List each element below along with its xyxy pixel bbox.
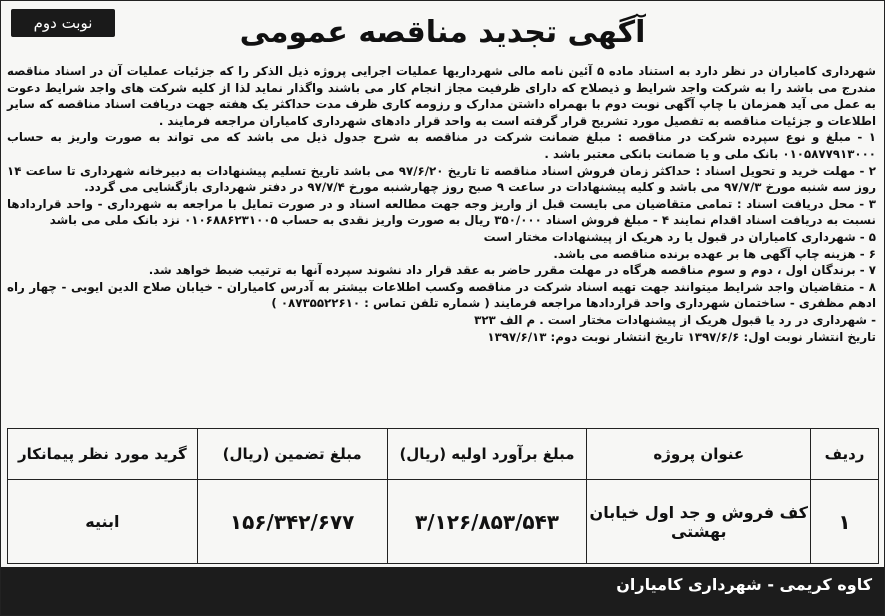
intro-paragraph: شهرداری کامیاران در نظر دارد به استناد ماده ۵ آئین نامه مالی شهرداریها عملیات اجرایی پروژه ذیل الذکر را که جزئیات عملیات آن در اسناد مناقصه مندرج می باشد را به شرکت واجد شرایط و ذیصلاح که دارای ظرفیت مجاز انجام کار می باشند واگذار نماید لذا از کلیه شرکت های واجد شرایط دعوت به عمل می آید همزمان با چاپ آگهی نوبت دوم با بهمراه داشتن مدارک و رزومه کاری ظرف مدت حداکثر یک هفته جهت دریافت اسناد مناقصه که سایر اطلاعات و جزئیات مناقصه به تفصیل مورد تشریح قرار گرفته است به واحد قرار دادهای شهرداری کامیاران مراجعه فرمایند . [7,64,876,128]
publication-dates: تاریخ انتشار نوبت اول: ۱۳۹۷/۶/۶ تاریخ انتشار نوبت دوم: ۱۳۹۷/۶/۱۳ [487,329,876,344]
condition-item: ۶ - هزینه چاپ آگهی ها بر عهده برنده مناقصه می باشد. [553,246,876,261]
cell-row-number: ۱ [811,480,879,564]
condition-item: ۲ - مهلت خرید و تحویل اسناد : حداکثر زمان فروش اسناد مناقصه تا تاریخ ۹۷/۶/۲۰ می باشد تاریخ تسلیم پیشنهادات به دبیرخانه شهرداری تا ساعت ۱۴ روز سه شنبه مورخ ۹۷/۷/۳ می باشد و کلیه پیشنهادات در ساعت ۹ صبح روز چهارشنبه مورخ ۹۷/۷/۴ در دفتر شهرداری بازگشایی می گردد. [7,163,876,195]
publication-round-badge: نوبت دوم [11,9,115,37]
column-header-project-title: عنوان پروژه [587,429,811,480]
column-header-estimate: مبلغ برآورد اولیه (ریال) [387,429,587,480]
cell-estimate: ۳/۱۲۶/۸۵۳/۵۴۳ [387,480,587,564]
condition-item: ۵ - شهرداری کامیاران در قبول یا رد هریک از پیشنهادات مختار است [483,229,876,244]
column-header-row-number: ردیف [811,429,879,480]
column-header-contractor-grade: گرید مورد نظر پیمانکار [8,429,198,480]
notice-title: آگهی تجدید مناقصه عمومی [239,15,646,50]
condition-item: - شهرداری در رد یا قبول هریک از پیشنهادات مختار است . م الف ۳۲۳ [474,312,876,327]
notice-body [7,63,876,345]
footer-signature: کاوه کریمی - شهرداری کامیاران [1,567,884,615]
condition-item: ۸ - متقاضیان واجد شرایط میتوانند جهت تهیه اسناد شرکت در مناقصه وکسب اطلاعات بیشتر به آدرس کامیاران - خیابان صلاح الدین ایوبی - چهار راه ادهم مظفری - ساختمان شهرداری واحد قراردادها مراجعه فرمایند ( شماره تلفن تماس : ۰۸۷۳۵۵۲۲۶۱۰ ) [7,279,876,311]
cell-guarantee: ۱۵۶/۳۴۲/۶۷۷ [197,480,387,564]
table-header-row [8,429,879,480]
table-row [8,480,879,564]
condition-item: ۱ - مبلغ و نوع سپرده شرکت در مناقصه : مبلغ ضمانت شرکت در مناقصه به شرح جدول ذیل می باشد که می تواند به صورت واریز به حساب ۰۱۰۵۸۷۷۹۱۳۰۰۰ بانک ملی و یا ضمانت بانکی معتبر باشد . [7,130,876,161]
cell-contractor-grade: ابنیه [8,480,198,564]
column-header-guarantee: مبلغ تضمین (ریال) [197,429,387,480]
cell-project-title: کف فروش و جد اول خیابان بهشتی [587,480,811,564]
condition-item: ۳ - محل دریافت اسناد : تمامی متقاضیان می بایست قبل از واریز وجه جهت مطالعه اسناد و در صورت تمایل با مراجعه به شهرداری - واحد قراردادها نسبت به دریافت اسناد اقدام نمایند ۴ - مبلغ فروش اسناد ۳۵۰/۰۰۰ ریال به صورت واریز نقدی به حساب ۰۱۰۶۸۸۶۲۳۱۰۰۵ نزد بانک ملی می باشد [7,196,876,228]
condition-item: ۷ - برندگان اول ، دوم و سوم مناقصه هرگاه در مهلت مقرر حاضر به عقد قرار داد نشوند سپرده آنها به ترتیب ضبط خواهد شد. [148,263,876,278]
projects-table [7,428,879,564]
